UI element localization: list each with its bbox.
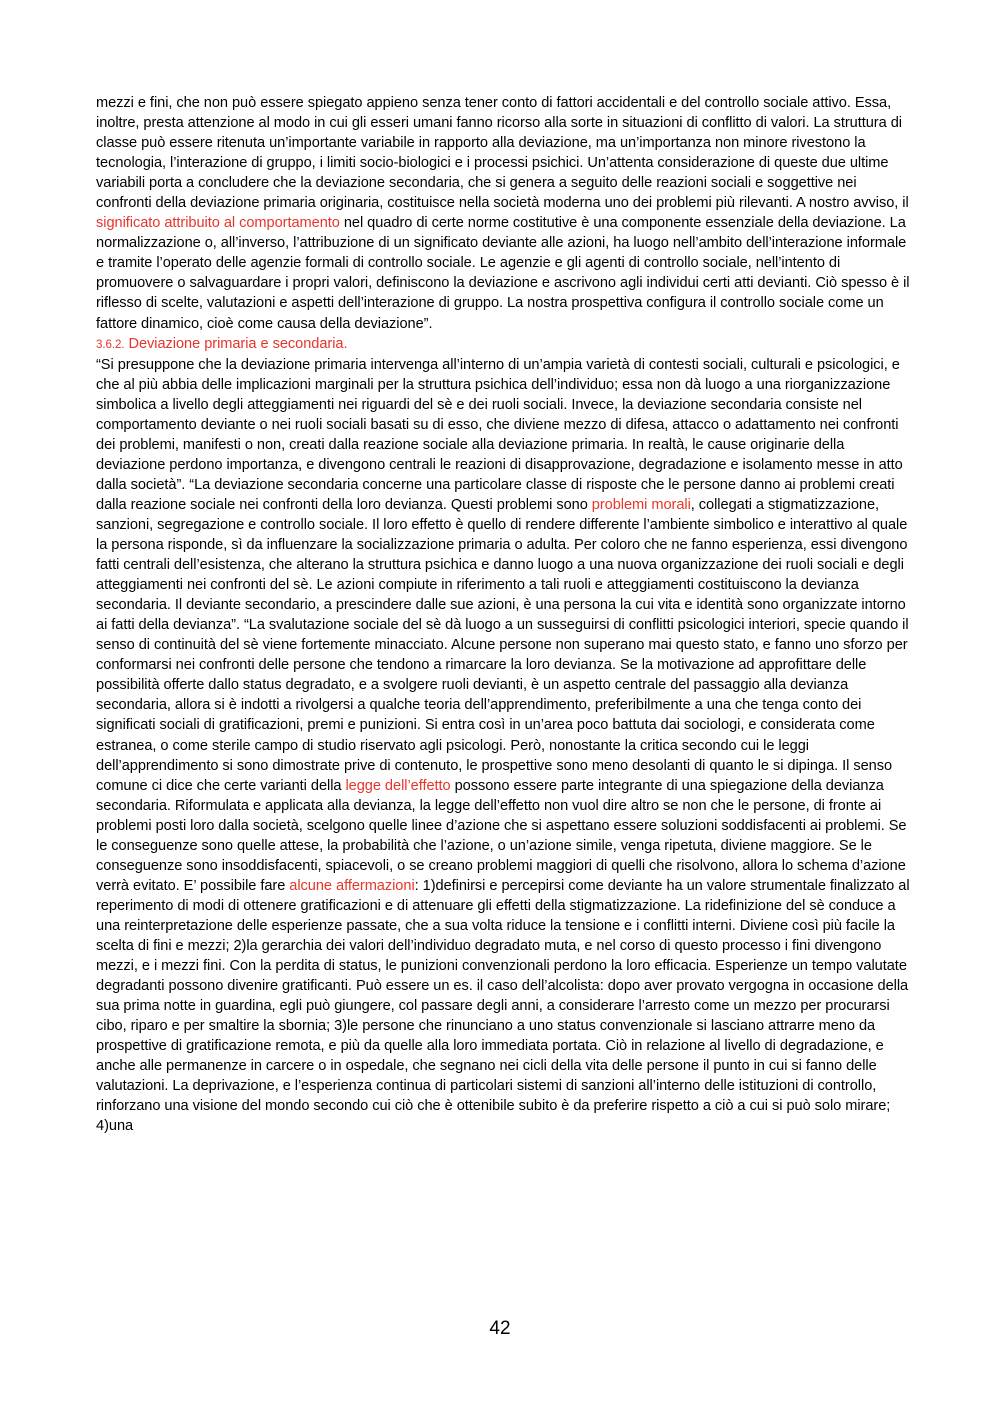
text-run: possono essere parte integrante di una spiegazione della devianza secondaria. Riformulata e applicata alla devianza, la legge dell’effetto non vuol dire altro se non che le persone, di fronte ai problemi posti loro dalla società, scelgono quelle linee d’azione che si aspettano essere soluzioni soddisfacenti ai problemi. Se le conseguenze sono quelle attese, la probabilità che l’azione, o un’azione simile, venga ripetuta, diviene maggiore. Se le conseguenze sono insoddisfacenti, spiacevoli, o se creano problemi maggiori di quelli che risolvono, allora lo schema d’azione verrà evitato. E’ possibile fare [96, 777, 907, 894]
page-body [96, 93, 916, 1136]
page-number: 42 [489, 1318, 511, 1339]
paragraph-section-body [96, 355, 916, 1137]
section-heading [96, 334, 916, 355]
section-number: 3.6.2. [96, 338, 125, 351]
text-run: , collegati a stigmatizzazione, sanzioni, segregazione e controllo sociale. Il loro effetto è quello di rendere differente l’ambiente simbolico e interattivo al quale la persona risponde, sì da influenzare la socializzazione primaria o adulta. Per coloro che ne fanno esperienza, essi divengono fatti centrali dell’esistenza, che alterano la struttura psichica e danno luogo a una nuova organizzazione dei ruoli sociali e degli atteggiamenti nei confronti del sè. Le azioni compiute in riferimento a tali ruoli e atteggiamenti costituiscono la devianza secondaria. Il deviante secondario, a prescindere dalle sue azioni, è una persona la cui vita e identità sono organizzate intorno ai fatti della devianza”. “La svalutazione sociale del sè dà luogo a un susseguirsi di conflitti psicologici interiori, specie quando il senso di continuità del sè viene fortemente minacciato. Alcune persone non superano mai questo stato, e fanno uno sforzo per conformarsi nei confronti delle persone che tendono a rimarcare la loro devianza. Se la motivazione ad approfittare delle possibilità offerte dallo status degradato, e a svolgere ruoli devianti, è un aspetto centrale del passaggio alla devianza secondaria, allora si è indotti a rivolgersi a qualche teoria dell’apprendimento, preferibilmente a una che tenga conto dei significati sociali di gratificazioni, premi e punizioni. Si entra così in un’area poco battuta dai sociologi, e considerata come estranea, o come sterile campo di studio riservato agli psicologi. Però, nonostante la critica secondo cui le leggi dell’apprendimento si sono dimostrate prive di contenuto, le prospettive sono meno desolanti di quanto le si dipinga. Il senso comune ci dice che certe varianti della [96, 496, 909, 794]
highlighted-term: significato attribuito al comportamento [96, 215, 340, 232]
text-run: “Si presuppone che la deviazione primaria intervenga all’interno di un’ampia varietà di contesti sociali, culturali e psicologici, e che al più abbia delle implicazioni marginali per la struttura psichica dell’individuo; essa non dà luogo a una riorganizzazione simbolica a livello degli atteggiamenti nei riguardi del sè e dei ruoli sociali. Invece, la deviazione secondaria consiste nel comportamento deviante o nei ruoli sociali basati su di esso, che diviene mezzo di difesa, attacco o adattamento nei confronti dei problemi, manifesti o non, creati dalla reazione sociale alla deviazione primaria. In realtà, le cause originarie della deviazione perdono importanza, e divengono centrali le reazioni di disapprovazione, degradazione e isolamento messe in atto dalla società”. “La deviazione secondaria concerne una particolare classe di risposte che le persone danno ai problemi creati dalla reazione sociale nei confronti della loro devianza. Questi problemi sono [96, 356, 903, 513]
highlighted-term: alcune affermazioni [289, 877, 415, 894]
paragraph-continuation [96, 93, 916, 334]
text-run: nel quadro di certe norme costitutive è una componente essenziale della deviazione. La normalizzazione o, all’inverso, l’attribuzione di un significato deviante alle azioni, ha luogo nell’ambito dell’interazione informale e tramite l’operato delle agenzie formali di controllo sociale. Le agenzie e gli agenti di controllo sociale, nell’intento di promuovere o salvaguardare i propri valori, definiscono la deviazione e ascrivono agli individui certi atti devianti. Ciò spesso è il riflesso di scelte, valutazioni e aspetti dell’interazione di gruppo. La nostra prospettiva configura il controllo sociale come un fattore dinamico, cioè come causa della deviazione”. [96, 215, 910, 332]
section-title: Deviazione primaria e secondaria. [124, 335, 348, 352]
text-run: mezzi e fini, che non può essere spiegato appieno senza tener conto di fattori accidentali e del controllo sociale attivo. Essa, inoltre, presta attenzione al modo in cui gli esseri umani fanno ricorso alla sorte in situazioni di conflitto di valori. La struttura di classe può essere ritenuta un’importante variabile in rapporto alla deviazione, ma un’importanza non minore rivestono la tecnologia, l’interazione di gruppo, i limiti socio-biologici e i processi psichici. Un’attenta considerazione di queste due ultime variabili porta a concludere che la deviazione secondaria, che si genera a seguito delle reazioni sociali e soggettive nei confronti della deviazione primaria originaria, costituisce nella società moderna uno dei problemi più rilevanti. A nostro avviso, il [96, 95, 909, 212]
text-run: : 1)definirsi e percepirsi come deviante ha un valore strumentale finalizzato al reperimento di modi di ottenere gratificazioni e di attenuare gli effetti della stigmatizzazione. La ridefinizione del sè conduce a una reinterpretazione delle esperienze passate, che a sua volta riduce la tensione e i conflitti interni. Diviene così più facile la scelta di fini e mezzi; 2)la gerarchia dei valori dell’individuo degradato muta, e nel corso di questo processo i fini divengono mezzi, e i mezzi fini. Con la perdita di status, le punizioni convenzionali perdono la loro efficacia. Esperienze un tempo valutate degradanti possono divenire gratificanti. Può essere un es. il caso dell’alcolista: dopo aver provato vergogna in occasione della sua prima notte in guardina, egli può giungere, col passare degli anni, a considerare l’arresto come un mezzo per procurarsi cibo, riparo e per smaltire la sbornia; 3)le persone che rinunciano a uno status convenzionale si lasciano attrarre meno da prospettive di gratificazione remota, e più da quelle alla loro immediata portata. Ciò in relazione al livello di degradazione, e anche alle permanenze in carcere o in ospedale, che segnano nei cicli della vita delle persone il punto in cui si fanno delle valutazioni. La deprivazione, e l’esperienza continua di particolari sistemi di sanzioni all’interno delle istituzioni di controllo, rinforzano una visione del mondo secondo cui ciò che è ottenibile subito è da preferire rispetto a ciò a cui si può solo mirare; 4)una [96, 877, 910, 1135]
highlighted-term: problemi morali [591, 496, 691, 513]
highlighted-term: legge dell’effetto [345, 777, 451, 794]
